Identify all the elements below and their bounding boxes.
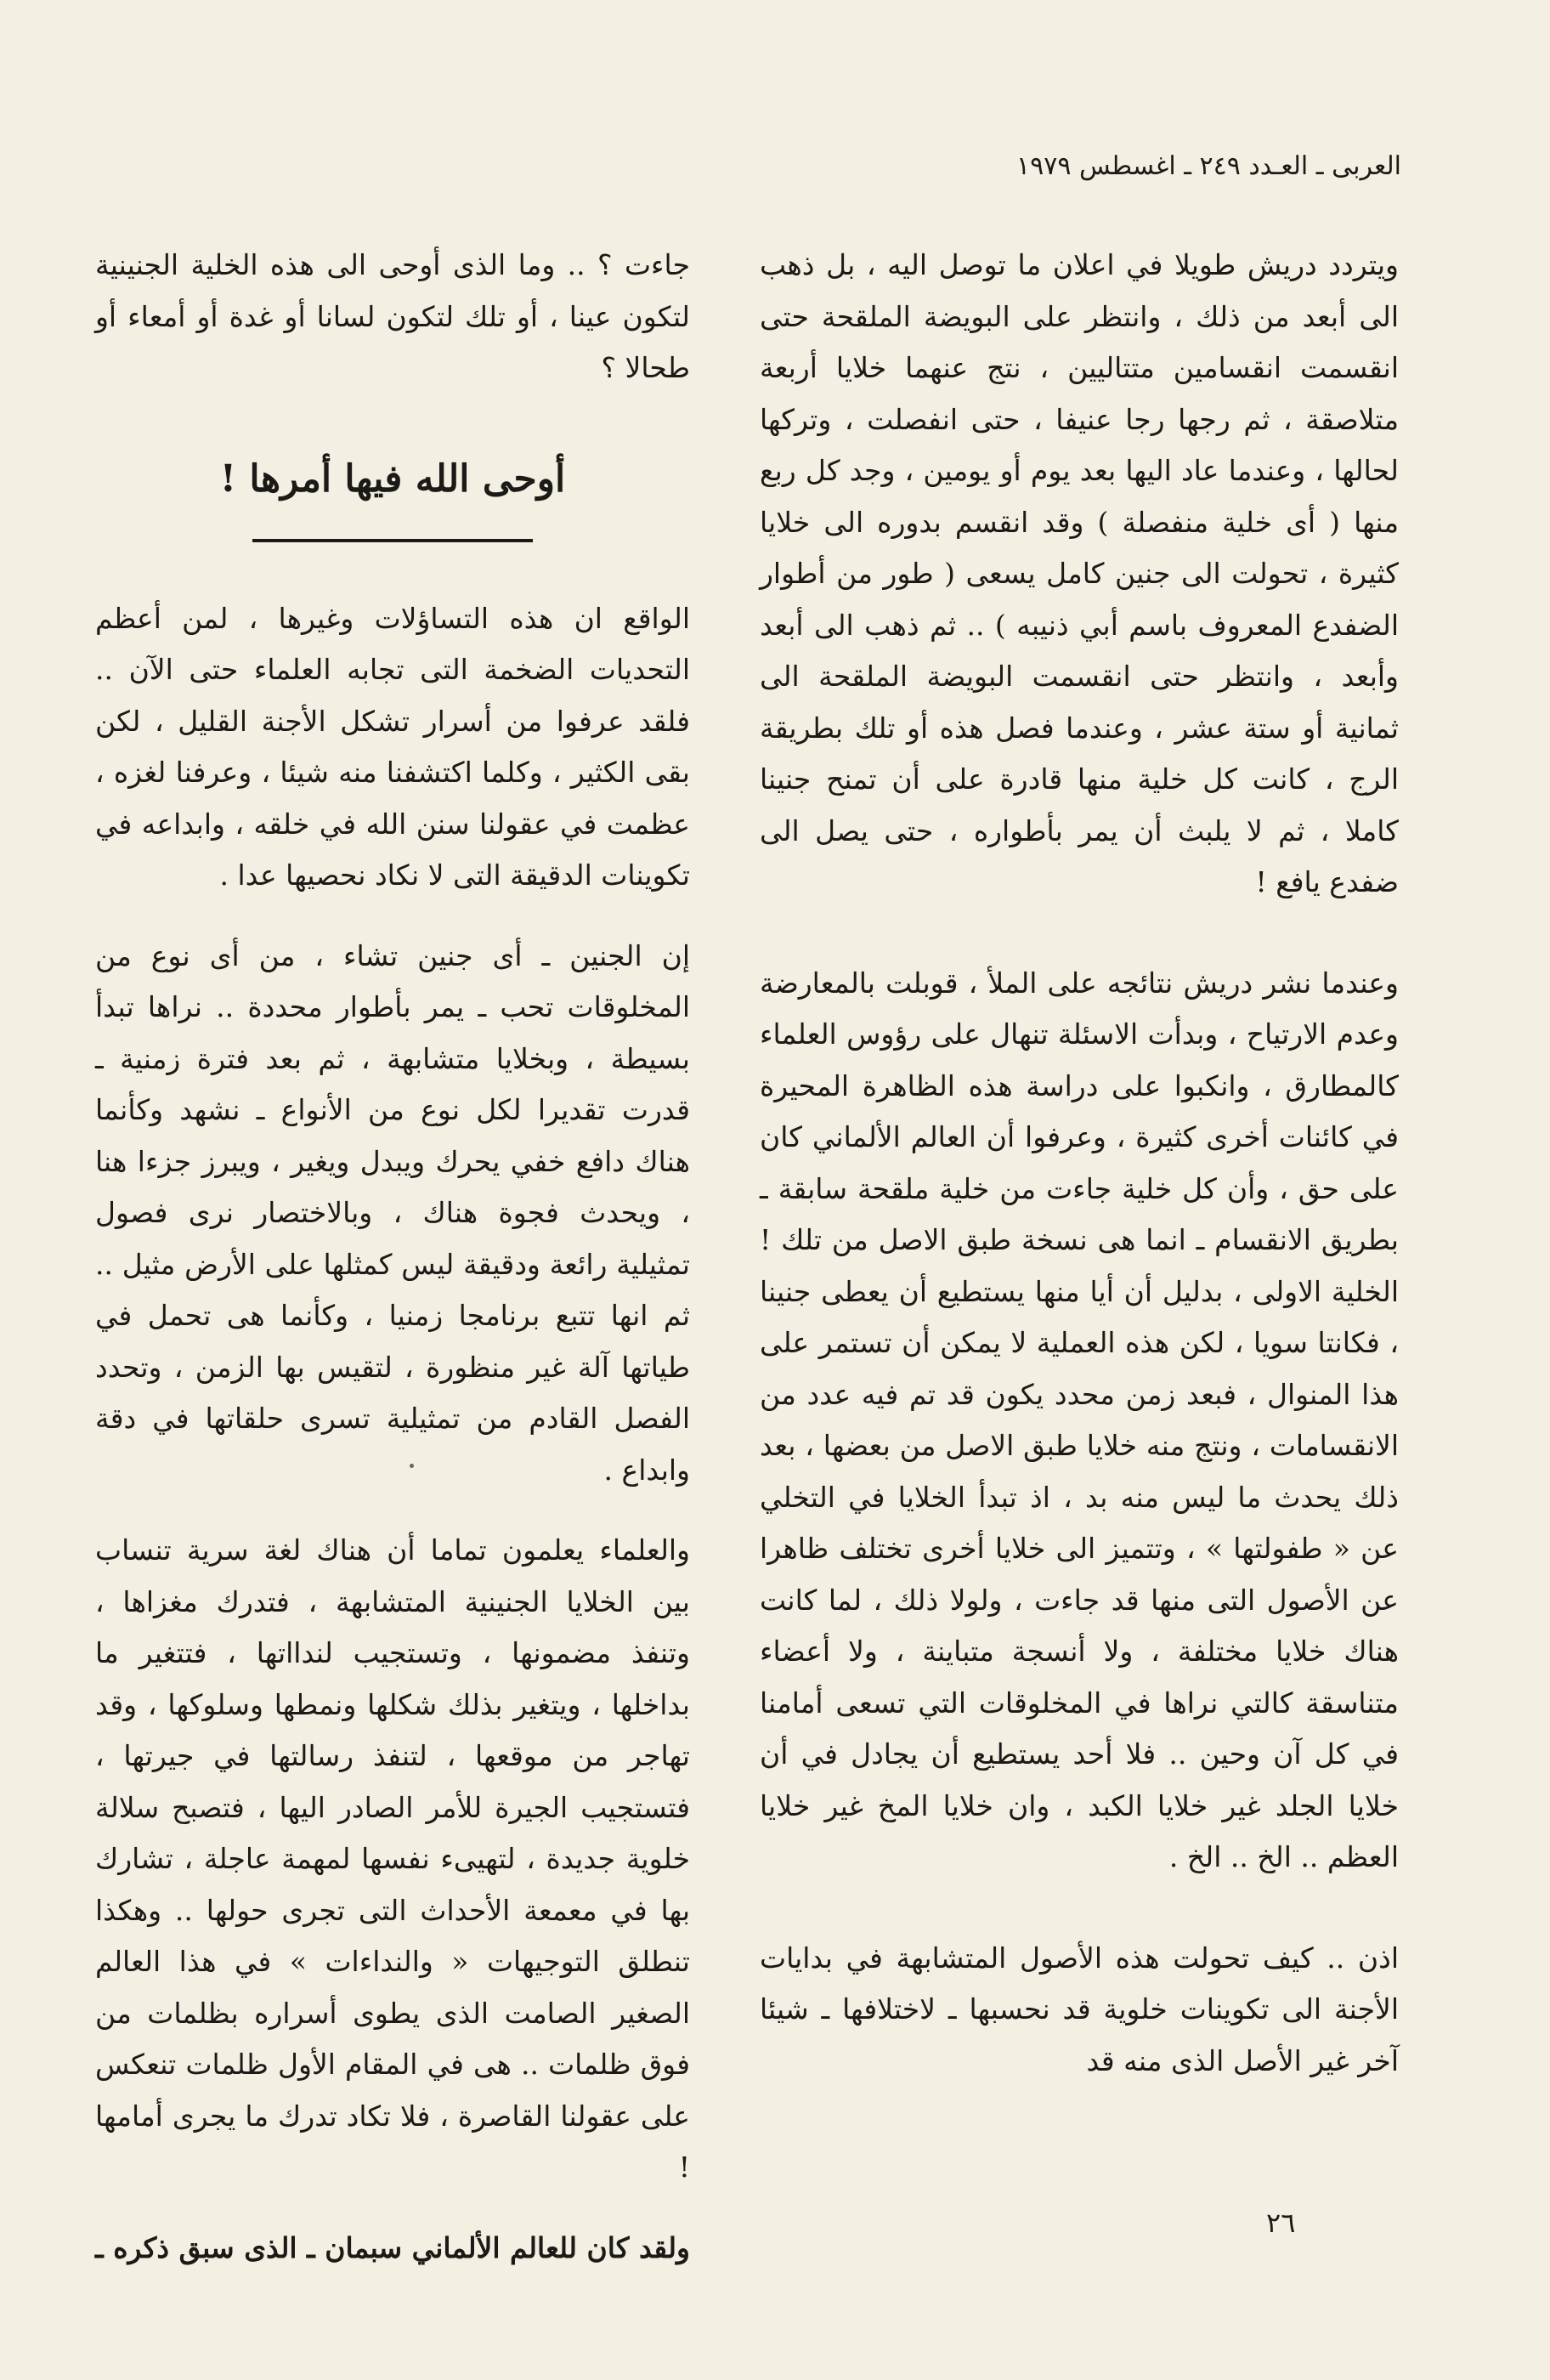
right-paragraph-3: اذن .. كيف تحولت هذه الأصول المتشابهة في بدايات الأجنة الى تكوينات خلوية قد نحسبها ـ لاختلافها ـ شيئا آخر غير الأصل الذى منه قد [760,1941,1399,2077]
page-number: ٢٦ [1266,2207,1296,2239]
running-header: العربى ـ العـدد ٢٤٩ ـ اغسطس ١٩٧٩ [1016,151,1401,181]
left-paragraph-2: إن الجنين ـ أى جنين تشاء ، من أى نوع من المخلوقات تحب ـ يمر بأطوار محددة .. نراها تبدأ بسيطة ، وبخلايا متشابهة ، ثم بعد فترة زمنية ـ قدرت تقديرا لكل نوع من الأنواع ـ نشهد وكأنما هناك دافع خفي يحرك ويبدل ويغير ، ويبرز جزءا هنا ، ويحدث فجوة هناك ، وبالاختصار نرى فصول تمثيلية رائعة ودقيقة ليس كمثلها على الأرض مثيل .. ثم انها تتبع برنامجا زمنيا ، وكأنما هى تحمل في طياتها آلة غير منظورة ، لتقيس بها الزمن ، وتحدد الفصل القادم من تمثيلية تسرى حلقاتها في دقة وابداع . [95,938,690,1487]
left-intro-paragraph: جاءت ؟ .. وما الذى أوحى الى هذه الخلية الجنينية لتكون عينا ، أو تلك لتكون لسانا أو غدة أو أمعاء أو طحالا ؟ [95,248,690,384]
print-speck [410,1464,414,1468]
left-paragraph-1: الواقع ان هذه التساؤلات وغيرها ، لمن أعظم التحديات الضخمة التى تجابه العلماء حتى الآن .. فلقد عرفوا من أسرار تشكل الأجنة القليل ، لكن بقى الكثير ، وكلما اكتشفنا منه شيئا ، وعرفنا لغزه ، عظمت في عقولنا سنن الله في خلقه ، وابداعه في تكوينات الدقيقة التى لا نكاد نحصيها عدا . [95,601,690,892]
closing-line: ولقد كان للعالم الألماني سبمان ـ الذى سبق ذكره ـ [95,2230,690,2264]
subheading-divider [252,539,533,542]
right-paragraph-2: وعندما نشر دريش نتائجه على الملأ ، قوبلت بالمعارضة وعدم الارتياح ، وبدأت الاسئلة تنهال على رؤوس العلماء كالمطارق ، وانكبوا على دراسة هذه الظاهرة المحيرة في كائنات أخرى كثيرة ، وعرفوا أن العالم الألماني كان على حق ، وأن كل خلية جاءت من خلية ملقحة سابقة ـ بطريق الانقسام ـ انما هى نسخة طبق الاصل من تلك !الخلية الاولى ، بدليل أن أيا منها يستطيع أن يعطى جنينا ، فكانتا سويا ، لكن هذه العملية لا يمكن أن تستمر على هذا المنوال ، فبعد زمن محدد يكون قد تم فيه عدد من الانقسامات ، ونتج منه خلايا طبق الاصل من بعضها ، بعد ذلك يحدث ما ليس منه بد ، اذ تبدأ الخلايا في التخلي عن « طفولتها » ، وتتميز الى خلايا أخرى تختلف ظاهرا عن الأصول التى منها قد جاءت ، ولولا ذلك ، لما كانت هناك خلايا مختلفة ، ولا أنسجة متباينة ، ولا أعضاء متناسقة كالتي نراها في المخلوقات التي تسعى أمامنا في كل آن وحين .. فلا أحد يستطيع أن يجادل في أن خلايا الجلد غير خلايا الكبد ، وان خلايا المخ غير خلايا العظم .. الخ .. الخ . [760,966,1399,1873]
right-paragraph-1: ويتردد دريش طويلا في اعلان ما توصل اليه ، بل ذهب الى أبعد من ذلك ، وانتظر على البويضة الملقحة حتى انقسمت انقسامين متتاليين ، نتج عنهما خلايا أربعة متلاصقة ، ثم رجها رجا عنيفا ، حتى انفصلت ، وتركها لحالها ، وعندما عاد اليها بعد يوم أو يومين ، وجد كل ربع منها ( أى خلية منفصلة ) وقد انقسم بدوره الى خلايا كثيرة ، تحولت الى جنين كامل يسعى ( طور من أطوار الضفدع المعروف باسم أبي ذنيبه ) .. ثم ذهب الى أبعد وأبعد ، وانتظر حتى انقسمت البويضة الملقحة الى ثمانية أو ستة عشر ، وعندما فصل هذه أو تلك بطريقة الرج ، كانت كل خلية منها قادرة على أن تمنح جنينا كاملا ، ثم لا يلبث أن يمر بأطواره ، حتى يصل الى ضفدع يافع ! [760,248,1399,898]
right-column [760,240,1399,2087]
section-subheading: أوحى الله فيها أمرها ! [219,456,566,501]
left-column [95,240,690,2274]
left-paragraph-3: والعلماء يعلمون تماما أن هناك لغة سرية تنساب بين الخلايا الجنينية المتشابهة ، فتدرك مغزاها ، وتنفذ مضمونها ، وتستجيب لندااتها ، فتتغير ما بداخلها ، ويتغير بذلك شكلها ونمطها وسلوكها ، وقد تهاجر من موقعها ، لتنفذ رسالتها في جيرتها ، فتستجيب الجيرة للأمر الصادر اليها ، فتصبح سلالة خلوية جديدة ، لتهيىء نفسها لمهمة عاجلة ، تشارك بها في معمعة الأحداث التى تجرى حولها .. وهكذا تنطلق التوجيهات « والنداءات » في هذا العالم الصغير الصامت الذى يطوى أسراره بظلمات من فوق ظلمات .. هى في المقام الأول ظلمات تنعكس على عقولنا القاصرة ، فلا تكاد تدرك ما يجرى أمامها ! [95,1533,690,2184]
